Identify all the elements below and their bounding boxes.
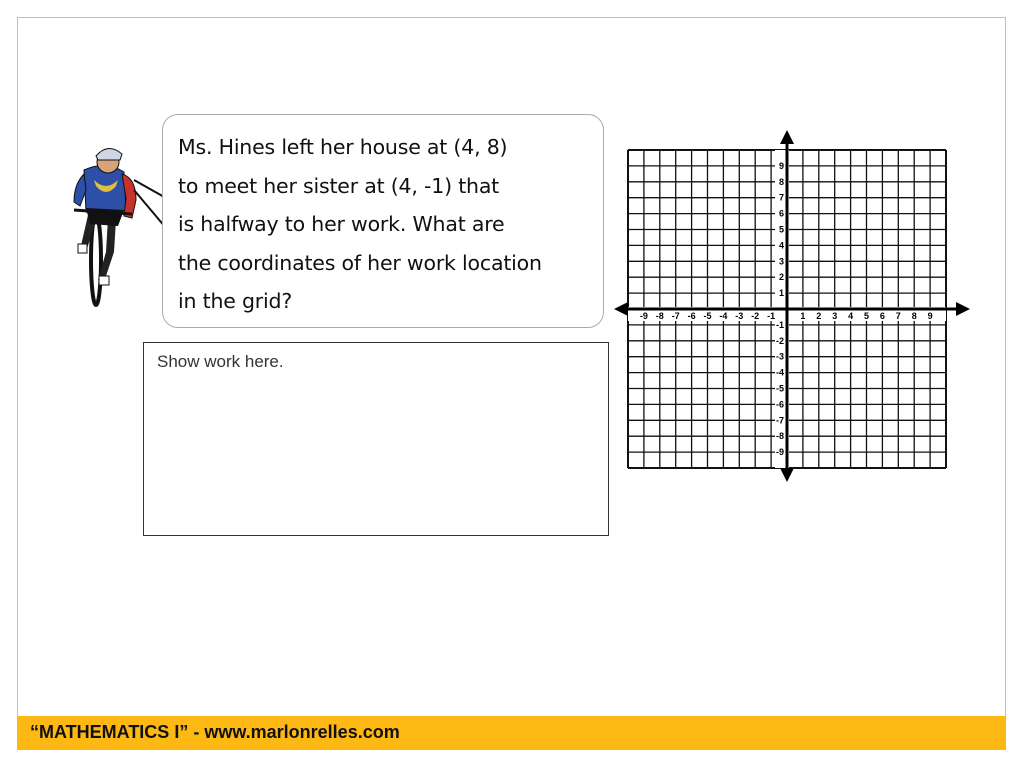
y-tick-label: 8	[778, 176, 784, 187]
y-tick-label: -5	[775, 383, 784, 394]
y-tick-label: -6	[775, 399, 784, 410]
y-tick-label: 7	[778, 192, 784, 203]
y-tick-label: 6	[778, 208, 784, 219]
y-tick-label: 2	[778, 272, 784, 283]
y-axis-bottom-arrow	[780, 468, 794, 482]
x-tick-label: -3	[735, 311, 744, 321]
y-tick-label: -8	[775, 431, 784, 442]
footer-text: “MATHEMATICS I” - www.marlonrelles.com	[30, 722, 400, 742]
coordinate-grid	[614, 130, 970, 482]
y-tick-label: -4	[775, 367, 784, 378]
x-axis-right-arrow	[956, 302, 970, 316]
y-tick-label: 5	[778, 224, 784, 235]
x-tick-label: -1	[767, 311, 776, 321]
y-tick-label: 4	[778, 240, 784, 251]
x-tick-label: -6	[687, 311, 696, 321]
x-tick-label: 9	[927, 311, 933, 321]
x-tick-label: 3	[832, 311, 838, 321]
y-tick-label: -1	[775, 319, 784, 330]
x-tick-label: 5	[863, 311, 870, 321]
y-tick-label: -3	[775, 351, 784, 362]
problem-line: to meet her sister at (4, -1) that	[178, 173, 500, 198]
cyclist-illustration	[66, 140, 170, 310]
y-tick-label: -2	[775, 335, 784, 346]
problem-text	[178, 128, 603, 321]
y-tick-label: 9	[778, 160, 784, 171]
y-axis-top-arrow	[780, 130, 794, 144]
x-tick-label: 4	[848, 311, 854, 321]
work-area-label: Show work here.	[157, 352, 284, 371]
y-tick-label: 3	[778, 256, 784, 267]
x-tick-label: 6	[879, 311, 885, 321]
problem-line: is halfway to her work. What are	[178, 212, 505, 236]
x-axis-left-arrow	[614, 302, 628, 316]
y-tick-label: -9	[775, 447, 784, 458]
x-tick-label: 8	[911, 311, 917, 321]
x-tick-label: -8	[655, 311, 664, 321]
problem-line: in the grid?	[178, 289, 292, 313]
x-tick-label: -4	[719, 311, 728, 321]
x-tick-label: 2	[816, 311, 822, 321]
y-tick-label: 1	[778, 288, 784, 299]
problem-line: the coordinates of her work location	[178, 250, 542, 275]
x-tick-label: 1	[800, 311, 806, 321]
x-tick-label: -5	[703, 311, 712, 321]
x-tick-label: -9	[639, 311, 648, 321]
x-tick-label: -2	[751, 311, 760, 321]
x-tick-label: -7	[671, 311, 680, 321]
x-tick-label: 7	[895, 311, 901, 321]
problem-line: Ms. Hines left her house at (4, 8)	[178, 135, 508, 159]
y-tick-label: -7	[775, 415, 784, 426]
